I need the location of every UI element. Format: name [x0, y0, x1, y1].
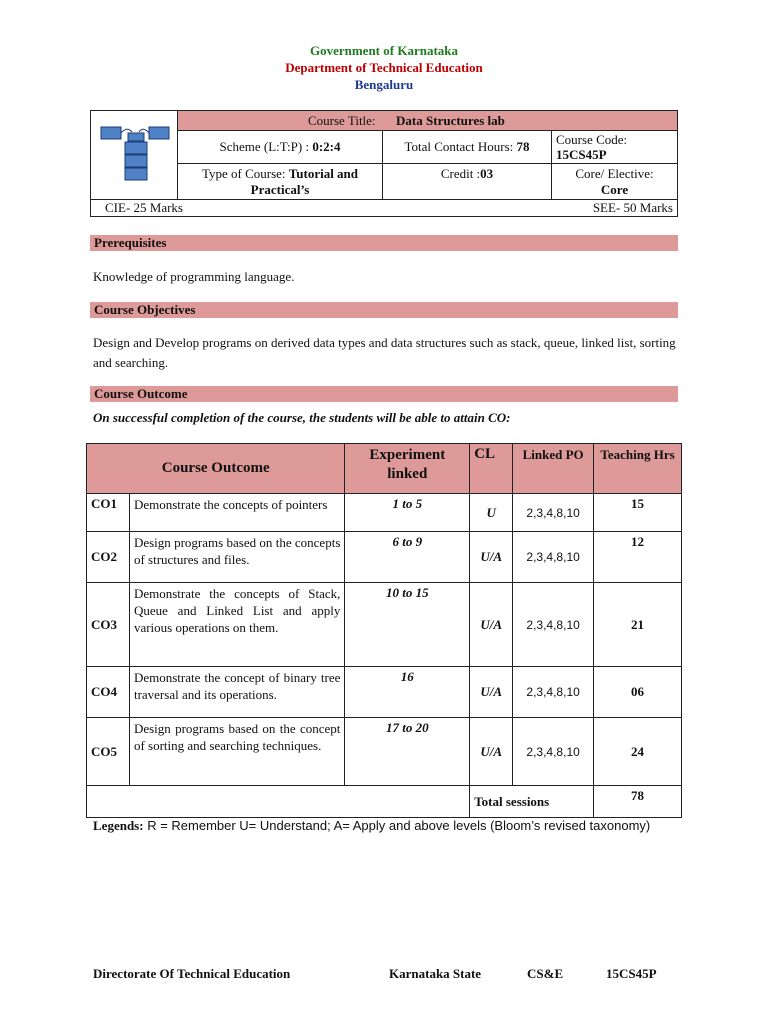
contact-hours-value: 78: [516, 139, 530, 154]
footer-dept: CS&E: [527, 966, 564, 981]
contact-hours-label: Total Contact Hours:: [404, 139, 514, 154]
co-code: CO4: [87, 667, 130, 718]
credit-cell: [383, 164, 552, 200]
legend-text: R = Remember U= Understand; A= Apply and above levels (Bloom’s revised taxonomy): [147, 818, 651, 833]
header-city: Bengaluru: [354, 77, 414, 92]
core-elective-cell: [552, 164, 678, 200]
co-hours: 21: [594, 583, 682, 667]
outcome-heading: Course Outcome: [90, 386, 678, 402]
co-experiment: 1 to 5: [345, 494, 470, 532]
table-row: [87, 718, 682, 786]
co-code: CO5: [87, 718, 130, 786]
objectives-text: Design and Develop programs on derived data types and data structures such as stack, queue, linked list, sorting and searching.: [93, 335, 676, 370]
course-type-value: Tutorial and Practical’s: [250, 165, 359, 197]
table-row: [87, 583, 682, 667]
objectives-heading: Course Objectives: [90, 302, 678, 318]
legend-label: Legends:: [93, 818, 144, 833]
co-hours: 15: [594, 494, 682, 532]
course-code-cell: [552, 131, 678, 164]
co-hours: 24: [594, 718, 682, 786]
course-title-label: Course Title:: [308, 112, 376, 128]
co-code: CO2: [87, 532, 130, 583]
table-row: [87, 667, 682, 718]
course-info-table: [90, 110, 678, 217]
co-linked-po: 2,3,4,8,10: [513, 583, 594, 667]
table-row: [87, 532, 682, 583]
co-cl: U/A: [470, 532, 513, 583]
cie-marks: CIE- 25 Marks: [105, 200, 183, 215]
total-empty-cell: [87, 786, 470, 818]
co-linked-po: 2,3,4,8,10: [513, 532, 594, 583]
course-type-label: Type of Course:: [201, 165, 286, 181]
co-description: Design programs based on the concepts of structures and files.: [129, 532, 344, 583]
co-description: Demonstrate the concepts of pointers: [129, 494, 344, 532]
co-experiment: 6 to 9: [345, 532, 470, 583]
total-sessions-label: Total sessions: [470, 786, 594, 818]
contact-hours-cell: [383, 131, 552, 164]
co-cl: U/A: [470, 718, 513, 786]
co-experiment: 10 to 15: [345, 583, 470, 667]
co-cl: U/A: [470, 667, 513, 718]
core-elective-value: Core: [600, 181, 629, 197]
header-cl: CL: [470, 444, 513, 494]
co-hours: 06: [594, 667, 682, 718]
co-description: Demonstrate the concept of binary tree traversal and its operations.: [129, 667, 344, 718]
co-code: CO3: [87, 583, 130, 667]
co-cl: U: [470, 494, 513, 532]
footer-state: Karnataka State: [389, 966, 482, 981]
footer-directorate: Directorate Of Technical Education: [93, 966, 291, 981]
outcome-intro: On successful completion of the course, the students will be able to attain CO:: [93, 410, 511, 425]
scheme-value: 0:2:4: [312, 139, 341, 154]
header-department: Department of Technical Education: [285, 60, 483, 75]
marks-cell: [91, 200, 678, 217]
co-linked-po: 2,3,4,8,10: [513, 718, 594, 786]
co-linked-po: 2,3,4,8,10: [513, 667, 594, 718]
course-title-value: Data Structures lab: [396, 112, 505, 128]
co-code: CO1: [87, 494, 130, 532]
co-linked-po: 2,3,4,8,10: [513, 494, 594, 532]
course-type-cell: [178, 164, 383, 200]
scheme-cell: [178, 131, 383, 164]
see-marks: SEE- 50 Marks: [592, 200, 673, 215]
total-sessions-value: 78: [594, 786, 682, 818]
data-structure-logo-icon: [94, 120, 174, 186]
footer-code: 15CS45P: [606, 966, 657, 981]
prerequisites-heading: Prerequisites: [90, 235, 678, 251]
course-outcome-table: [86, 443, 682, 818]
co-hours: 12: [594, 532, 682, 583]
co-cl: U/A: [470, 583, 513, 667]
prerequisites-text: Knowledge of programming language.: [93, 269, 295, 284]
co-experiment: 16: [345, 667, 470, 718]
logo-cell: [91, 111, 178, 200]
core-elective-label: Core/ Elective:: [575, 165, 654, 181]
course-code-value: 15CS45P: [556, 147, 607, 162]
legend: [93, 817, 675, 834]
co-description: Demonstrate the concepts of Stack, Queue and Linked List and apply various operations on them.: [129, 583, 344, 667]
course-title-cell: [178, 111, 678, 131]
total-row: [87, 786, 682, 818]
credit-label: Credit :: [440, 166, 481, 181]
course-code-label: Course Code:: [556, 132, 628, 147]
scheme-label: Scheme (L:T:P) :: [219, 139, 310, 154]
table-row: [87, 494, 682, 532]
credit-value: 03: [480, 166, 494, 181]
header-experiment: Experiment linked: [345, 444, 470, 494]
header-course-outcome: Course Outcome: [87, 444, 345, 494]
header-linked-po: Linked PO: [513, 444, 594, 494]
co-experiment: 17 to 20: [345, 718, 470, 786]
co-description: Design programs based on the concept of sorting and searching techniques.: [129, 718, 344, 786]
header-government: Government of Karnataka: [309, 43, 459, 58]
header-teaching-hrs: Teaching Hrs: [594, 444, 682, 494]
